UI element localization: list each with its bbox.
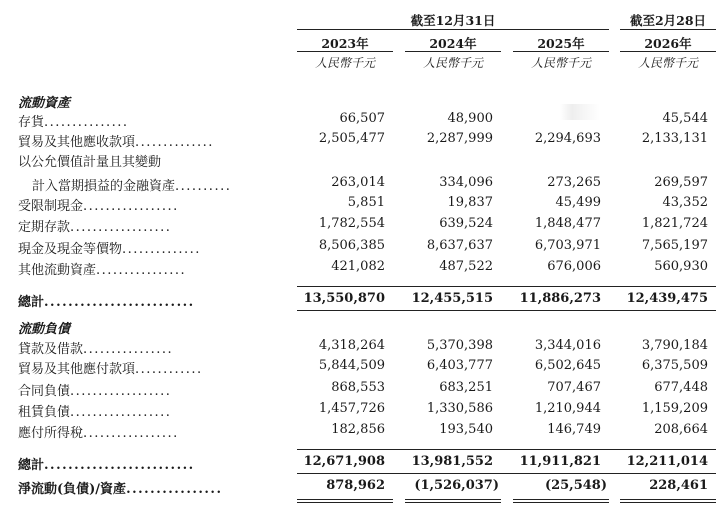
liab-total-label: 總計.........................: [18, 458, 195, 473]
asset-value: 1,848,477: [534, 216, 601, 231]
liability-value: 3,790,184: [641, 338, 708, 353]
asset-row: [0, 238, 719, 256]
liability-value: 677,448: [654, 380, 708, 395]
liability-row: [0, 338, 719, 356]
liability-value: 6,375,509: [641, 358, 708, 373]
unit-label-2025: 人民幣千元: [530, 56, 591, 70]
liability-value: 182,856: [331, 422, 385, 437]
liability-value: 1,457,726: [318, 401, 385, 416]
asset-value: 421,082: [331, 259, 385, 274]
liability-value: 146,749: [547, 422, 601, 437]
asset-value: 7,565,197: [641, 238, 708, 253]
liability-value: 193,540: [439, 422, 493, 437]
year-underline-2026: [620, 51, 716, 52]
asset-row: [0, 259, 719, 277]
asset-value: 5,851: [347, 195, 385, 210]
asset-value: 8,637,637: [426, 238, 493, 253]
asset-row-label: 受限制現金.................: [18, 199, 179, 214]
liability-value: 6,403,777: [426, 358, 493, 373]
asset-row-label: 貿易及其他應收款項..............: [18, 135, 214, 150]
net-2023: 878,962: [326, 478, 385, 493]
asset-value: 676,006: [547, 259, 601, 274]
asset-row-label: 定期存款..................: [18, 220, 172, 235]
net-double-underline-2024: [405, 499, 501, 503]
year-header-2025: 2025年: [537, 36, 585, 51]
liab-total-row: [0, 454, 719, 472]
liability-value: 5,370,398: [426, 338, 493, 353]
redacted-value-blur: [560, 104, 600, 120]
liability-value: 1,330,586: [426, 401, 493, 416]
liability-row: [0, 422, 719, 440]
liability-row-label: 貿易及其他應付款項............: [18, 362, 203, 377]
net-2026: 228,461: [649, 478, 708, 493]
liab-subtotal-line: [297, 449, 716, 450]
liability-value: 4,318,264: [318, 338, 385, 353]
unit-label-2024: 人民幣千元: [422, 56, 483, 70]
net-current-row: [0, 478, 719, 496]
net-current-label: 淨流動(負債)/資產................: [18, 482, 223, 497]
year-underline-2025: [513, 51, 609, 52]
period-header-dec31: 截至12月31日: [410, 13, 496, 28]
asset-row: [0, 151, 719, 169]
assets-total-2024: 12,455,515: [411, 291, 493, 306]
asset-value: 45,544: [662, 111, 708, 126]
asset-value: 2,505,477: [318, 131, 385, 146]
asset-value: 269,597: [654, 175, 708, 190]
net-2024: (1,526,037): [414, 478, 499, 493]
liability-value: 707,467: [547, 380, 601, 395]
asset-value: 48,900: [447, 111, 493, 126]
asset-row-label: 其他流動資產................: [18, 263, 187, 278]
asset-row-label: 計入當期損益的金融資產..........: [32, 179, 232, 194]
asset-value: 639,524: [439, 216, 493, 231]
current-liabilities-heading: 流動負債: [18, 322, 71, 337]
assets-total-2023: 13,550,870: [303, 291, 385, 306]
liability-value: 1,210,944: [534, 401, 601, 416]
liability-row: [0, 401, 719, 419]
unit-label-2026: 人民幣千元: [637, 56, 698, 70]
liability-value: 208,664: [654, 422, 708, 437]
liability-value: 5,844,509: [318, 358, 385, 373]
liability-value: 6,502,645: [534, 358, 601, 373]
net-double-underline-2026: [620, 499, 716, 503]
asset-row: [0, 216, 719, 234]
year-header-2024: 2024年: [429, 36, 477, 51]
period-header-feb28: 截至2月28日: [629, 13, 707, 28]
year-header-2023: 2023年: [321, 36, 369, 51]
assets-subtotal-line: [297, 286, 716, 287]
liability-row-label: 貸款及借款................: [18, 342, 174, 357]
assets-total-row: [0, 291, 719, 309]
current-assets-heading: 流動資產: [18, 96, 71, 111]
liability-value: 1,159,209: [641, 401, 708, 416]
assets-total-2025: 11,886,273: [519, 291, 601, 306]
unit-label-2023: 人民幣千元: [314, 56, 375, 70]
asset-value: 43,352: [662, 195, 708, 210]
liab-total-2026: 12,211,014: [626, 454, 708, 469]
year-underline-2024: [405, 51, 501, 52]
asset-value: 66,507: [339, 111, 385, 126]
liab-total-2024: 13,981,552: [411, 454, 493, 469]
asset-row: [0, 175, 719, 193]
liability-row-label: 應付所得稅.................: [18, 426, 179, 441]
liability-row-label: 合同負債..................: [18, 384, 172, 399]
asset-value: 6,703,971: [534, 238, 601, 253]
asset-value: 2,294,693: [534, 131, 601, 146]
asset-row-label: 現金及現金等價物..............: [18, 242, 201, 257]
net-double-underline-2025: [513, 499, 609, 503]
liability-row: [0, 358, 719, 376]
liab-total-2025: 11,911,821: [519, 454, 601, 469]
year-underline-2023: [297, 51, 393, 52]
asset-row: [0, 195, 719, 213]
asset-row: [0, 111, 719, 129]
asset-value: 263,014: [331, 175, 385, 190]
liab-total-underline: [297, 473, 716, 474]
asset-row: [0, 131, 719, 149]
asset-value: 1,821,724: [641, 216, 708, 231]
asset-value: 2,287,999: [426, 131, 493, 146]
asset-value: 8,506,385: [318, 238, 385, 253]
liability-value: 683,251: [439, 380, 493, 395]
asset-value: 560,930: [654, 259, 708, 274]
assets-total-underline: [297, 310, 716, 311]
liability-row-label: 租賃負債..................: [18, 405, 172, 420]
asset-value: 2,133,131: [641, 131, 708, 146]
asset-value: 273,265: [547, 175, 601, 190]
asset-row-label: 以公允價值計量且其變動: [18, 155, 162, 170]
period-underline-feb28: [620, 29, 716, 30]
asset-value: 334,096: [439, 175, 493, 190]
period-underline-dec31: [297, 29, 609, 30]
net-2025: (25,548): [544, 478, 607, 493]
net-double-underline-2023: [297, 499, 393, 503]
asset-value: 1,782,554: [318, 216, 385, 231]
liability-row: [0, 380, 719, 398]
asset-value: 45,499: [555, 195, 601, 210]
liability-value: 868,553: [331, 380, 385, 395]
liability-value: 3,344,016: [534, 338, 601, 353]
year-header-2026: 2026年: [644, 36, 692, 51]
asset-value: 19,837: [447, 195, 493, 210]
asset-value: 487,522: [439, 259, 493, 274]
assets-total-label: 總計.........................: [18, 295, 195, 310]
assets-total-2026: 12,439,475: [626, 291, 708, 306]
asset-row-label: 存貨...............: [18, 115, 129, 130]
liab-total-2023: 12,671,908: [303, 454, 385, 469]
